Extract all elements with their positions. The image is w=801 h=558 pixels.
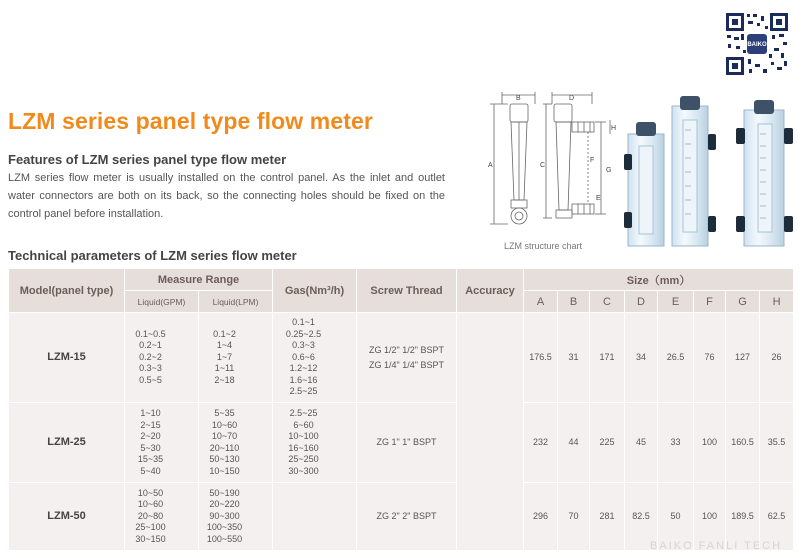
features-heading: Features of LZM series panel type flow meter bbox=[8, 152, 287, 167]
header-size-g: G bbox=[726, 291, 760, 313]
size-f-cell: 100 bbox=[694, 483, 726, 551]
size-e-cell: 50 bbox=[658, 483, 694, 551]
header-gas: Gas(Nm³/h) bbox=[273, 269, 357, 313]
gas-cell bbox=[273, 483, 357, 551]
table-row bbox=[9, 403, 794, 483]
lpm-cell: 5~35 10~60 10~70 20~110 50~130 10~150 bbox=[199, 403, 273, 483]
header-size-a: A bbox=[524, 291, 558, 313]
header-model: Model(panel type) bbox=[9, 269, 125, 313]
gpm-cell: 0.1~0.5 0.2~1 0.2~2 0.3~3 0.5~5 bbox=[125, 313, 199, 403]
size-a-cell: 296 bbox=[524, 483, 558, 551]
size-f-cell: 76 bbox=[694, 313, 726, 403]
dim-label-h: H bbox=[611, 125, 617, 132]
watermark: BAIKO FANLI TECH bbox=[650, 540, 783, 552]
header-size-h: H bbox=[760, 291, 794, 313]
dim-label-f: F bbox=[590, 157, 595, 164]
size-d-cell: 82.5 bbox=[625, 483, 658, 551]
size-c-cell: 171 bbox=[590, 313, 625, 403]
size-e-cell: 33 bbox=[658, 403, 694, 483]
size-h-cell: 35.5 bbox=[760, 403, 794, 483]
size-c-cell: 225 bbox=[590, 403, 625, 483]
header-size-b: B bbox=[558, 291, 590, 313]
size-g-cell: 127 bbox=[726, 313, 760, 403]
diagram-caption: LZM structure chart bbox=[504, 241, 583, 251]
header-measure-range: Measure Range bbox=[125, 269, 273, 291]
dim-label-c: C bbox=[540, 162, 546, 169]
dim-label-e: E bbox=[596, 195, 601, 202]
table-row bbox=[9, 313, 794, 403]
header-liquid-lpm: Liquid(LPM) bbox=[199, 291, 273, 313]
spec-table bbox=[8, 268, 794, 551]
gpm-cell: 10~50 10~60 20~80 25~100 30~150 bbox=[125, 483, 199, 551]
page-title: LZM series panel type flow meter bbox=[8, 108, 373, 134]
dim-label-b: B bbox=[516, 95, 521, 102]
header-size: Size（mm） bbox=[524, 269, 794, 291]
thread-cell: ZG 1" 1" BSPT bbox=[357, 403, 457, 483]
header-screw-thread: Screw Thread bbox=[357, 269, 457, 313]
size-b-cell: 31 bbox=[558, 313, 590, 403]
size-b-cell: 44 bbox=[558, 403, 590, 483]
lpm-cell: 50~190 20~220 90~300 100~350 100~550 bbox=[199, 483, 273, 551]
size-d-cell: 34 bbox=[625, 313, 658, 403]
size-b-cell: 70 bbox=[558, 483, 590, 551]
size-a-cell: 176.5 bbox=[524, 313, 558, 403]
thread-cell: ZG 1/2" 1/2" BSPT ZG 1/4" 1/4" BSPT bbox=[357, 313, 457, 403]
size-g-cell: 160.5 bbox=[726, 403, 760, 483]
dim-label-g: G bbox=[606, 167, 612, 174]
header-liquid-gpm: Liquid(GPM) bbox=[125, 291, 199, 313]
dim-label-d: D bbox=[569, 95, 575, 102]
size-h-cell: 26 bbox=[760, 313, 794, 403]
dim-label-a: A bbox=[488, 162, 493, 169]
size-c-cell: 281 bbox=[590, 483, 625, 551]
size-e-cell: 26.5 bbox=[658, 313, 694, 403]
model-cell: LZM-15 bbox=[9, 313, 125, 403]
qr-logo-text: BAIKO bbox=[747, 42, 767, 48]
size-d-cell: 45 bbox=[625, 403, 658, 483]
features-text: LZM series flow meter is usually installed on the control panel. As the inlet and outlet water connectors are both on its back, so the connecting holes should be fixed on the control panel before installation. bbox=[8, 172, 445, 220]
header-size-c: C bbox=[590, 291, 625, 313]
size-f-cell: 100 bbox=[694, 403, 726, 483]
structure-diagram bbox=[480, 92, 620, 252]
header-size-e: E bbox=[658, 291, 694, 313]
params-heading: Technical parameters of LZM series flow meter bbox=[8, 248, 297, 263]
product-photo bbox=[624, 94, 800, 250]
size-a-cell: 232 bbox=[524, 403, 558, 483]
header-size-f: F bbox=[694, 291, 726, 313]
gas-cell: 2.5~25 6~60 10~100 16~160 25~250 30~300 bbox=[273, 403, 357, 483]
size-h-cell: 62.5 bbox=[760, 483, 794, 551]
thread-cell: ZG 2" 2" BSPT bbox=[357, 483, 457, 551]
header-size-d: D bbox=[625, 291, 658, 313]
model-cell: LZM-50 bbox=[9, 483, 125, 551]
gas-cell: 0.1~1 0.25~2.5 0.3~3 0.6~6 1.2~12 1.6~16 2.5~25 bbox=[273, 313, 357, 403]
lpm-cell: 0.1~2 1~4 1~7 1~11 2~18 bbox=[199, 313, 273, 403]
model-cell: LZM-25 bbox=[9, 403, 125, 483]
header-accuracy: Accuracy bbox=[457, 269, 524, 313]
size-g-cell: 189.5 bbox=[726, 483, 760, 551]
qr-code bbox=[725, 12, 789, 76]
accuracy-cell bbox=[457, 313, 524, 551]
gpm-cell: 1~10 2~15 2~20 5~30 15~35 5~40 bbox=[125, 403, 199, 483]
